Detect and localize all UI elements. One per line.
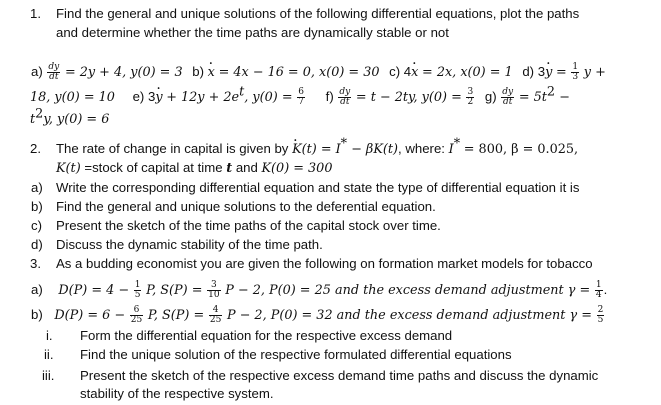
q2-text-line2: K(t) =stock of capital at time t and K(0) = 300 — [56, 160, 333, 176]
q1d-label: d) 3 — [522, 63, 546, 79]
q1-number: 1. — [30, 6, 41, 21]
q1c-eq: = 2x, x(0) = 1 — [422, 64, 513, 80]
q2-item-a-label: a) — [31, 180, 43, 195]
q3-item-ii-label: ii. — [44, 347, 54, 362]
q1a-dydt: $\frac{dy}{dt}$ — [48, 62, 60, 82]
q2-item-a-text: Write the corresponding differential equation and state the type of differential equation it is — [56, 180, 580, 195]
q1g-eq2: − — [555, 89, 570, 105]
q2-text-line1: The rate of change in capital is given by · K(t) = I* − βK(t), where: I* = 800, β = 0.025, — [56, 141, 578, 158]
q2-item-d-text: Discuss the dynamic stability of the time path. — [56, 237, 323, 252]
q3-item-iii-label: iii. — [42, 368, 55, 383]
q3-item-iii-continuation: stability of the respective system. — [80, 386, 274, 401]
q1d-eq1: = — [555, 64, 567, 80]
q1e-eq2: , y(0) = — [244, 89, 293, 105]
q1d-eq2: y + — [583, 64, 606, 80]
q1b-eq: = 4x − 16 = 0, x(0) = 30 — [218, 64, 380, 80]
q3-text: As a budding economist you are given the following on formation market models for tobacco — [56, 256, 593, 271]
q1-text-line1: Find the general and unique solutions of the following differential equations, plot the paths — [56, 6, 580, 21]
q1f-dydt: $\frac{dy}{dt}$ — [339, 87, 351, 107]
q1e-label: e) 3 — [132, 88, 156, 104]
q1g-eq4: y, y(0) = 6 — [43, 112, 110, 127]
q2-item-b-text: Find the general and unique solutions to the deferential equation. — [56, 199, 436, 214]
q3-number: 3. — [30, 256, 41, 271]
q1d-eq3: 18, y(0) = 10 — [30, 89, 115, 105]
q1b-label: b) — [192, 63, 204, 79]
q2-item-c-text: Present the sketch of the time paths of the capital stock over time. — [56, 218, 441, 233]
q1f-eq1: = t − 2ty, y(0) = — [355, 89, 462, 105]
q2-item-d-label: d) — [31, 237, 43, 252]
q1c-label: c) 4 — [389, 63, 412, 79]
q2-item-c-label: c) — [31, 218, 42, 233]
q2-number: 2. — [30, 141, 41, 156]
q1a-eq: = 2y + 4, y(0) = 3 — [64, 64, 183, 80]
q1a-label: a) — [31, 63, 43, 79]
q1-equations-row3: $t^2y$, y(0) = 6 — [30, 106, 110, 127]
q3-part-a: a) D(P) = 4 − $\frac{1}{5}$ P, S(P) = $\frac{3}{10}$ P − 2, P(0) = 25 and the excess demand adjustment γ = $\frac{1}{4}$ . — [31, 280, 608, 300]
q3-item-iii-text: Present the sketch of the respective excess demand time paths and discuss the dynamic — [80, 368, 599, 383]
q3-item-ii-text: Find the unique solution of the respective formulated differential equations — [80, 347, 512, 362]
q1f-label: f) — [325, 88, 334, 104]
q3-item-i-text: Form the differential equation for the respective excess demand — [80, 328, 453, 343]
q1g-eq1: = 5t — [518, 89, 547, 105]
q3-item-i-label: i. — [46, 328, 53, 343]
q2-item-b-label: b) — [31, 199, 43, 214]
q1d-one-third: $\frac{1}{3}$ — [572, 62, 579, 82]
q1-text-line2: and determine whether the time paths are dynamically stable or not — [56, 25, 449, 40]
q1g-eq3: t — [30, 112, 36, 127]
q1e-six-sevenths: $\frac{6}{7}$ — [298, 87, 304, 107]
q1g-label: g) — [484, 88, 497, 104]
q1e-eq1: + 12y + 2e — [166, 89, 240, 105]
q1f-three-halves: $\frac{3}{2}$ — [467, 87, 474, 107]
q1g-dydt: $\frac{dy}{dt}$ — [502, 87, 514, 107]
q1-equations-row1: a) $\frac{dy}{dt}$ = 2y + 4, y(0) = 3 b) · x = 4x − 16 = 0, x(0) = 30 c) 4· x = 2x, x(0) = 1 d) 3· y = $\frac{1}{3}$ y + — [31, 63, 606, 82]
q3-part-b: b) D(P) = 6 − $\frac{6}{25}$ P, S(P) = $\frac{4}{25}$ P − 2, P(0) = 32 and the excess demand adjustment γ = $\frac{2}{5}$ — [31, 305, 604, 325]
q1-equations-row2: 18, y(0) = 10 e) $3\cdot y + 12y + 2e^t$, y(0) = $\frac{6}{7}$ f) $\frac{dy}{dt}$ = t − 2ty, y(0) = $\frac{3}{2}$ g) $\frac{dy}{dt}$ = $5t^2$ − — [30, 88, 570, 107]
